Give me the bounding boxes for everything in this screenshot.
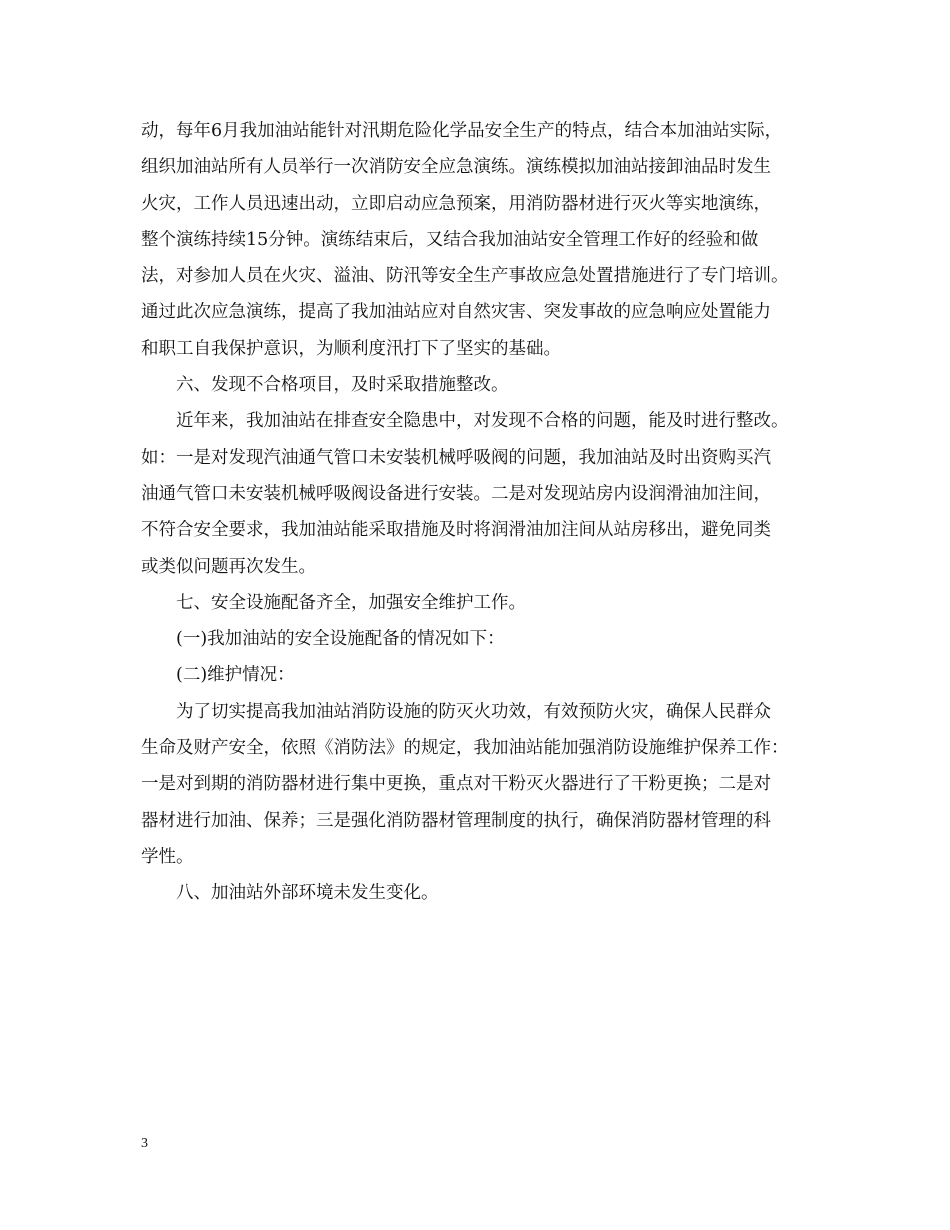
text-line: 法，对参加人员在火灾、溢油、防汛等安全生产事故应急处置措施进行了专门培训。 — [141, 266, 789, 287]
text-line: 学性。 — [141, 846, 194, 867]
subsection-heading: (二)维护情况： — [176, 665, 295, 686]
text-line: 通过此次应急演练，提高了我加油站应对自然灾害、突发事故的应急响应处置能力 — [141, 302, 771, 323]
text-line: 近年来，我加油站在排查安全隐患中，对发现不合格的问题，能及时进行整改。 — [176, 411, 789, 432]
text-line: 组织加油站所有人员举行一次消防安全应急演练。演练模拟加油站接卸油品时发生 — [141, 157, 771, 178]
section-heading: 六、发现不合格项目，及时采取措施整改。 — [176, 375, 509, 396]
page-number: 3 — [141, 1136, 148, 1151]
text-line: 不符合安全要求，我加油站能采取措施及时将润滑油加注间从站房移出，避免同类 — [141, 520, 771, 541]
text-line: 整个演练持续15分钟。演练结束后，又结合我加油站安全管理工作好的经验和做 — [141, 229, 759, 250]
subsection-heading: (一)我加油站的安全设施配备的情况如下： — [176, 629, 505, 650]
text-line: 火灾，工作人员迅速出动，立即启动应急预案，用消防器材进行灭火等实地演练， — [141, 193, 771, 214]
text-line: 油通气管口未安装机械呼吸阀设备进行安装。二是对发现站房内设润滑油加注间， — [141, 483, 771, 504]
text-line: 或类似问题再次发生。 — [141, 556, 316, 577]
text-line: 生命及财产安全，依照《消防法》的规定，我加油站能加强消防设施维护保养工作： — [141, 738, 789, 759]
text-line: 为了切实提高我加油站消防设施的防灭火功效，有效预防火灾，确保人民群众 — [176, 701, 771, 722]
text-line: 如：一是对发现汽油通气管口未安装机械呼吸阀的问题，我加油站及时出资购买汽 — [141, 447, 771, 468]
text-line: 一是对到期的消防器材进行集中更换，重点对干粉灭火器进行了干粉更换；二是对 — [141, 774, 771, 795]
text-line: 动，每年6月我加油站能针对汛期危险化学品安全生产的特点，结合本加油站实际， — [141, 121, 783, 141]
body-text — [141, 113, 816, 912]
section-heading: 八、加油站外部环境未发生变化。 — [176, 883, 439, 904]
text-line: 和职工自我保护意识，为顺利度汛打下了坚实的基础。 — [141, 338, 561, 359]
text-line: 器材进行加油、保养；三是强化消防器材管理制度的执行，确保消防器材管理的科 — [141, 810, 771, 831]
section-heading: 七、安全设施配备齐全，加强安全维护工作。 — [176, 592, 526, 613]
